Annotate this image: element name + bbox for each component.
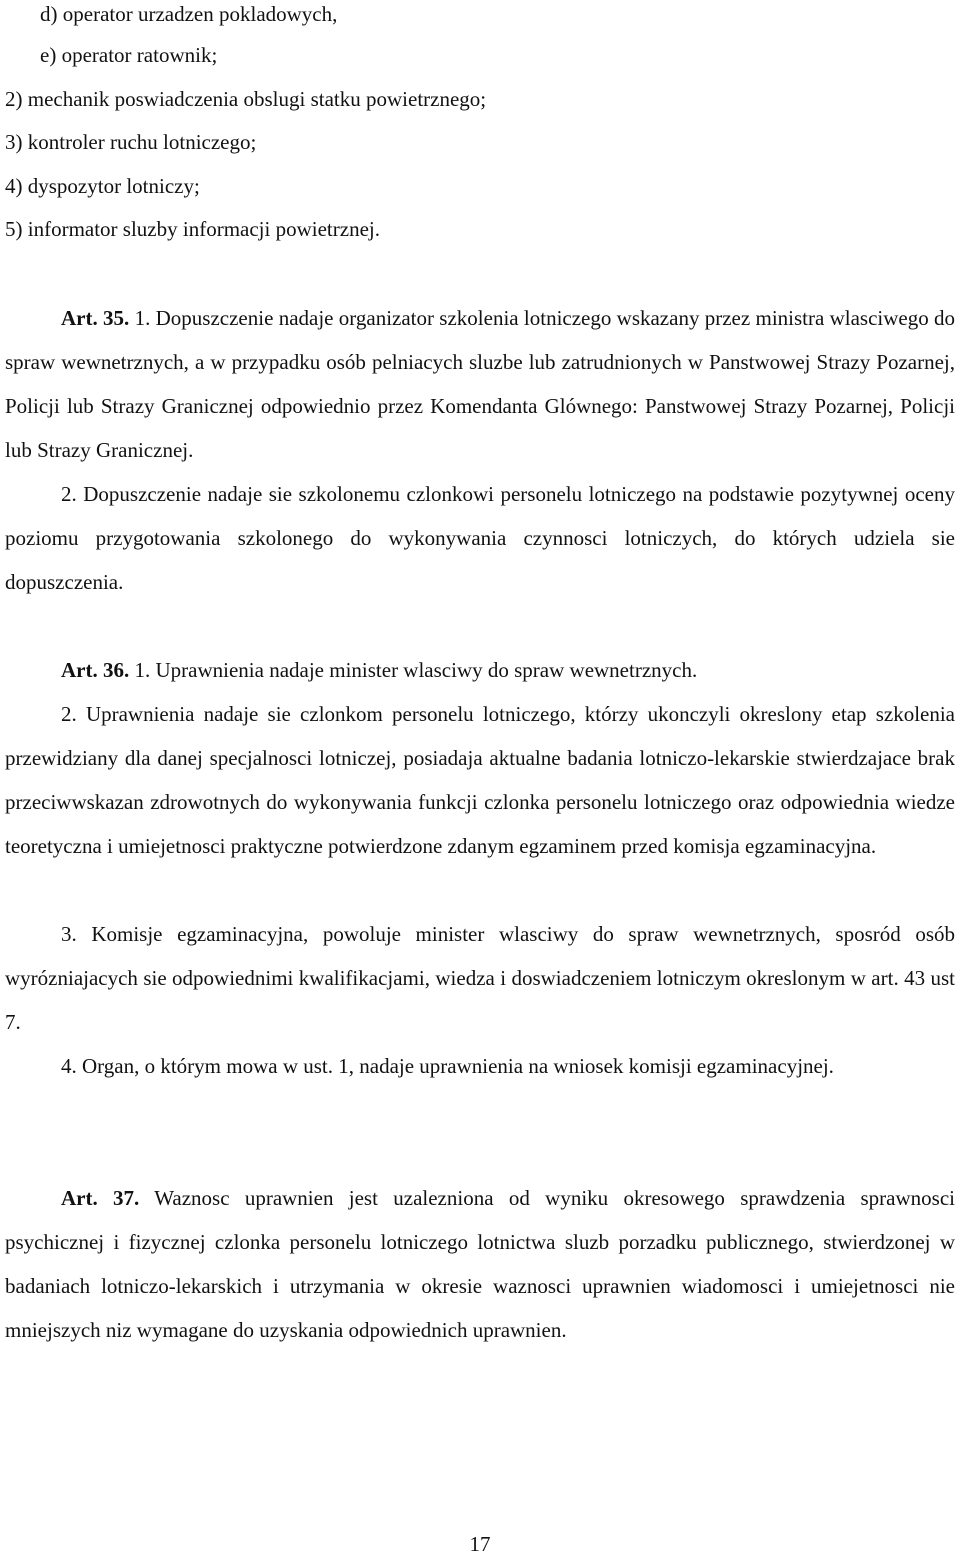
paragraph-text: Uprawnienia nadaje minister wlasciwy do spraw wewnetrznych.	[155, 658, 698, 682]
list-marker: e)	[40, 43, 57, 67]
paragraph-text: Dopuszczenie nadaje organizator szkolenia lotniczego wskazany przez ministra wlasciwego do spraw wewnetrznych, a w przypadku osób pelniacych sluzbe lub zatrudnionych w Panstwowej Strazy Pozarnej, Policji lub Strazy Granicznej odpowiednio przez Komendanta Glównego: Panstwowej Strazy Pozarnej, Policji lub Strazy Granicznej.	[5, 306, 956, 462]
article-label: Art. 35.	[61, 306, 130, 330]
list-text: dyspozytor lotniczy;	[27, 174, 200, 198]
art36-paragraph-1	[5, 648, 955, 692]
paragraph-number: 1.	[134, 306, 151, 330]
list-text: kontroler ruchu lotniczego;	[27, 130, 257, 154]
paragraph-number: 1.	[134, 658, 151, 682]
paragraph-text: Organ, o którym mowa w ust. 1, nadaje uprawnienia na wniosek komisji egzaminacyjnej.	[82, 1054, 834, 1078]
paragraph-number: 4.	[61, 1054, 77, 1078]
article-label: Art. 36.	[61, 658, 130, 682]
list-item	[5, 85, 486, 113]
paragraph-number: 3.	[61, 922, 77, 946]
art36-paragraph-3	[5, 912, 955, 1044]
paragraph-number: 2.	[61, 482, 77, 506]
art35-paragraph-2	[5, 472, 955, 604]
list-item	[5, 128, 256, 156]
list-item	[5, 215, 380, 243]
paragraph-text: Komisje egzaminacyjna, powoluje minister wlasciwy do spraw wewnetrznych, sposród osób wyrózniajacych sie odpowiednimi kwalifikacjami, wiedza i doswiadczeniem lotniczym okreslonym w art. 43 ust 7.	[5, 922, 955, 1034]
art35-paragraph-1	[5, 296, 955, 472]
list-text: operator urzadzen pokladowych,	[62, 2, 338, 26]
article-label: Art. 37.	[61, 1186, 140, 1210]
art37-paragraph	[5, 1176, 955, 1352]
list-marker: 3)	[5, 130, 23, 154]
list-item	[40, 0, 337, 28]
art36-paragraph-2	[5, 692, 955, 868]
paragraph-text: Dopuszczenie nadaje sie szkolonemu czlonkowi personelu lotniczego na podstawie pozytywnej oceny poziomu przygotowania szkolonego do wykonywania czynnosci lotniczych, do których udziela sie dopuszczenia.	[5, 482, 956, 594]
list-marker: d)	[40, 2, 58, 26]
list-item	[5, 172, 200, 200]
list-text: operator ratownik;	[61, 43, 218, 67]
list-marker: 4)	[5, 174, 23, 198]
paragraph-text: Waznosc uprawnien jest uzalezniona od wyniku okresowego sprawdzenia sprawnosci psychicznej i fizycznej czlonka personelu lotniczego lotnictwa sluzb porzadku publicznego, stwierdzonej w badaniach lotniczo-lekarskich i utrzymania w okresie waznosci uprawnien wiadomosci i umiejetnosci nie mniejszych niz wymagane do uzyskania odpowiednich uprawnien.	[5, 1186, 955, 1342]
list-marker: 5)	[5, 217, 23, 241]
list-marker: 2)	[5, 87, 23, 111]
list-text: informator sluzby informacji powietrznej.	[27, 217, 380, 241]
paragraph-number: 2.	[61, 702, 77, 726]
list-item	[40, 41, 217, 69]
list-text: mechanik poswiadczenia obslugi statku powietrznego;	[27, 87, 487, 111]
art36-paragraph-4	[5, 1044, 955, 1088]
paragraph-text: Uprawnienia nadaje sie czlonkom personelu lotniczego, którzy ukonczyli okreslony etap szkolenia przewidziany dla danej specjalnosci lotniczej, posiadaja aktualne badania lotniczo-lekarskie stwierdzajace brak przeciwwskazan zdrowotnych do wykonywania funkcji czlonka personelu lotniczego oraz odpowiednia wiedze teoretyczna i umiejetnosci praktyczne potwierdzone zdanym egzaminem przed komisja egzaminacyjna.	[5, 702, 956, 858]
page-number: 17	[469, 1532, 491, 1556]
